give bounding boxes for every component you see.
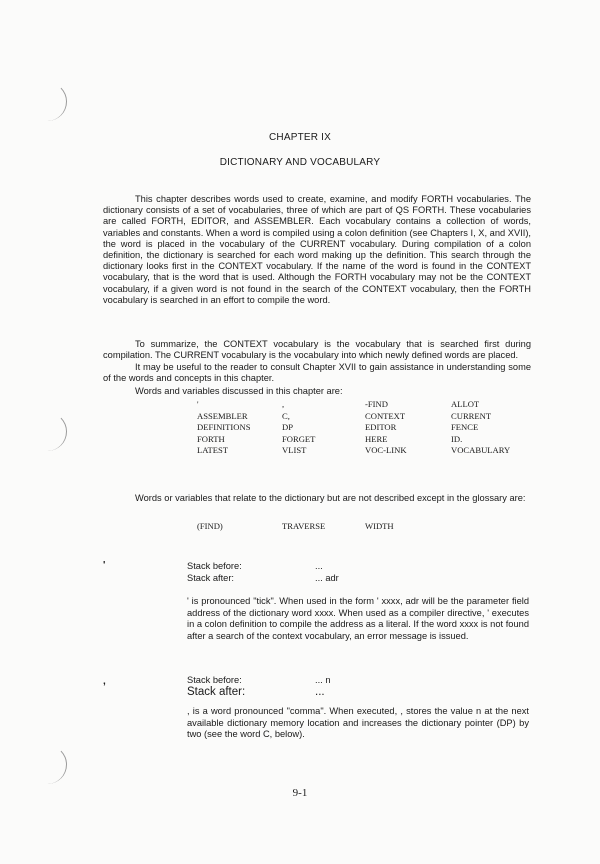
- table-row: [197, 422, 541, 434]
- table-cell: FORGET: [282, 433, 316, 444]
- table-cell: TRAVERSE: [282, 521, 326, 531]
- stack-before-value: ... n: [315, 675, 331, 685]
- table-cell: EDITOR: [365, 422, 397, 432]
- table-cell: CURRENT: [451, 410, 492, 421]
- table-cell: ALLOT: [451, 399, 480, 409]
- word-table: [197, 399, 541, 457]
- table-cell: CONTEXT: [365, 410, 406, 421]
- binder-hole-mark: [38, 745, 67, 784]
- stack-after-label: Stack after:: [187, 572, 235, 583]
- binder-hole-mark: [38, 82, 67, 121]
- table-cell: ID.: [451, 433, 463, 444]
- table-cell: WIDTH: [365, 521, 394, 531]
- entry-description: ' is pronounced "tick". When used in the form ' xxxx, adr will be the parameter field address of the dictionary word xxxx. When used as a compiler directive, ' executes in a colon definition to compile the address as a literal. If the word xxxx is not found after a search of the context vocabulary, an error message is issued.: [187, 596, 529, 641]
- table-cell: ,: [282, 399, 285, 409]
- stack-after-value: ... adr: [315, 572, 339, 583]
- intro-paragraph: It may be useful to the reader to consult Chapter XVII to gain assistance in understanding some of the words and concepts in this chapter.: [103, 362, 531, 384]
- table-cell: ASSEMBLER: [197, 410, 248, 421]
- table-row: [197, 411, 541, 423]
- table-cell: -FIND: [365, 399, 388, 409]
- section-title: DICTIONARY AND VOCABULARY: [219, 157, 381, 168]
- intro-paragraph: This chapter describes words used to create, examine, and modify FORTH vocabularies. The dictionary consists of a set of vocabularies, three of which are part of QS FORTH. These vocabularies are called FORTH, EDITOR, and ASSEMBLER. Each vocabulary contains a collection of words, variables and constants. When a word is compiled using a colon definition (see Chapters I, X, and XVII), the word is placed in the vocabulary of the CURRENT vocabulary. During compilation of a colon definition, the dictionary is searched for each word making up the definition. This search through the dictionary looks first in the CONTEXT vocabulary. If the name of the word is found in the CONTEXT vocabulary, that is the word that is used. Although the FORTH vocabulary may not be the CONTEXT vocabulary, if a given word is not found in the search of the CONTEXT vocabulary, then the FORTH vocabulary is searched in an effort to compile the word.: [103, 194, 531, 305]
- intro-paragraph: Words and variables discussed in this chapter are:: [135, 386, 343, 396]
- table-cell: FENCE: [451, 422, 479, 432]
- binder-hole-mark: [38, 412, 67, 451]
- stack-after-value: ...: [315, 685, 325, 698]
- table-row: [197, 399, 541, 411]
- chapter-title: CHAPTER IX: [268, 132, 331, 143]
- entry-description: , is a word pronounced "comma". When executed, , stores the value n at the next available dictionary memory location and increases the dictionary pointer (DP) by two (see the word C, below).: [187, 706, 529, 740]
- table-cell: HERE: [365, 433, 388, 444]
- table-row: [197, 445, 541, 457]
- table-cell: DP: [282, 422, 293, 432]
- page-number: 9-1: [292, 787, 308, 799]
- stack-effect: [187, 675, 331, 698]
- glossary-entry-symbol: ': [103, 560, 106, 571]
- table-cell: LATEST: [197, 445, 229, 455]
- stack-after-label: Stack after:: [187, 685, 246, 698]
- table-cell: FORTH: [197, 433, 225, 444]
- table-cell: VOC-LINK: [365, 445, 407, 455]
- table-row: [197, 521, 451, 533]
- stack-before-label: Stack before:: [187, 561, 242, 571]
- table-row: [197, 434, 541, 446]
- stack-before-label: Stack before:: [187, 675, 242, 685]
- glossary-entry-symbol: ,: [103, 676, 106, 687]
- table-cell: (FIND): [197, 521, 223, 531]
- intro-paragraph: To summarize, the CONTEXT vocabulary is the vocabulary that is searched first during compilation. The CURRENT vocabulary is the vocabulary into which newly defined words are placed.: [103, 339, 531, 361]
- table-cell: VLIST: [282, 445, 307, 455]
- glossary-intro: Words or variables that relate to the dictionary but are not described except in the glossary are:: [135, 493, 526, 503]
- glossary-word-list: [197, 521, 451, 533]
- table-cell: C,: [282, 410, 290, 421]
- table-cell: ': [197, 399, 199, 409]
- stack-effect: [187, 561, 339, 584]
- table-cell: VOCABULARY: [451, 445, 511, 455]
- table-cell: DEFINITIONS: [197, 422, 251, 432]
- stack-before-value: ...: [315, 561, 323, 571]
